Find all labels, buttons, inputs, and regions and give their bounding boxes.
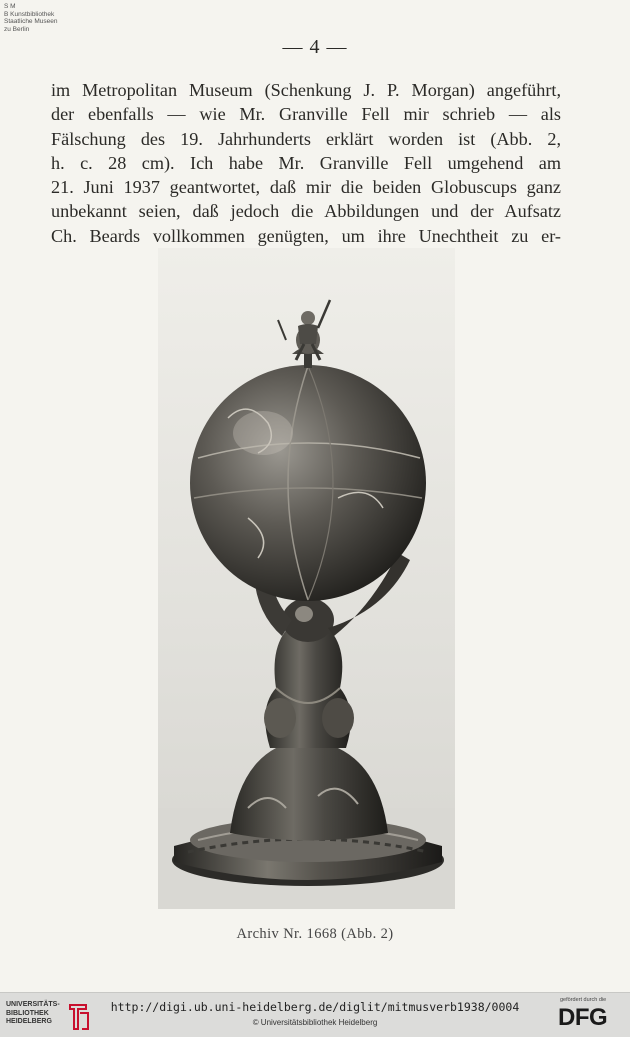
text-line: 21. Juni 1937 geantwortet, daß mir die beiden Globuscups ganz bbox=[51, 177, 561, 198]
stamp-line: B Kunstbibliothek bbox=[4, 10, 55, 18]
text-line: unbekannt seien, daß jedoch die Abbildungen und der Aufsatz bbox=[51, 201, 561, 222]
stamp-line: zu Berlin bbox=[4, 25, 30, 33]
text-line: Ch. Beards vollkommen genügten, um ihre Unechtheit zu er- bbox=[51, 225, 561, 246]
funder-logo-text: DFG bbox=[558, 1004, 608, 1031]
stamp-line: Staatliche Museen bbox=[4, 18, 58, 25]
atlas-globe-cup-illustration bbox=[158, 248, 455, 909]
text-line: der ebenfalls — wie Mr. Granville Fell mir schrieb — als bbox=[51, 104, 561, 125]
stamp-line: S M bbox=[4, 3, 16, 10]
figure-caption: Archiv Nr. 1668 (Abb. 2) bbox=[236, 926, 394, 942]
globe-cup-photograph bbox=[158, 248, 455, 909]
viewer-footer bbox=[0, 992, 630, 1037]
permalink-url[interactable]: http://digi.ub.uni-heidelberg.de/diglit/mitmusverb1938/0004 bbox=[110, 1000, 520, 1014]
text-line: im Metropolitan Museum (Schenkung J. P. Morgan) angeführt, bbox=[51, 80, 561, 100]
library-stamp bbox=[4, 3, 57, 33]
funder-small-text: gefördert durch die bbox=[560, 997, 607, 1003]
text-line: Fälschung des 19. Jahrhunderts erklärt worden ist (Abb. 2, bbox=[51, 128, 561, 149]
library-logo-text: UNIVERSITÄTS- BIBLIOTHEK HEIDELBERG bbox=[6, 1001, 60, 1025]
page-number: — 4 — bbox=[282, 36, 348, 58]
body-paragraph bbox=[51, 78, 561, 248]
dfg-funder-logo[interactable] bbox=[556, 997, 626, 1033]
copyright-notice: © Universitätsbibliothek Heidelberg bbox=[252, 1018, 378, 1027]
text-line: h. c. 28 cm). Ich habe Mr. Granville Fell umgehend am bbox=[51, 152, 561, 173]
